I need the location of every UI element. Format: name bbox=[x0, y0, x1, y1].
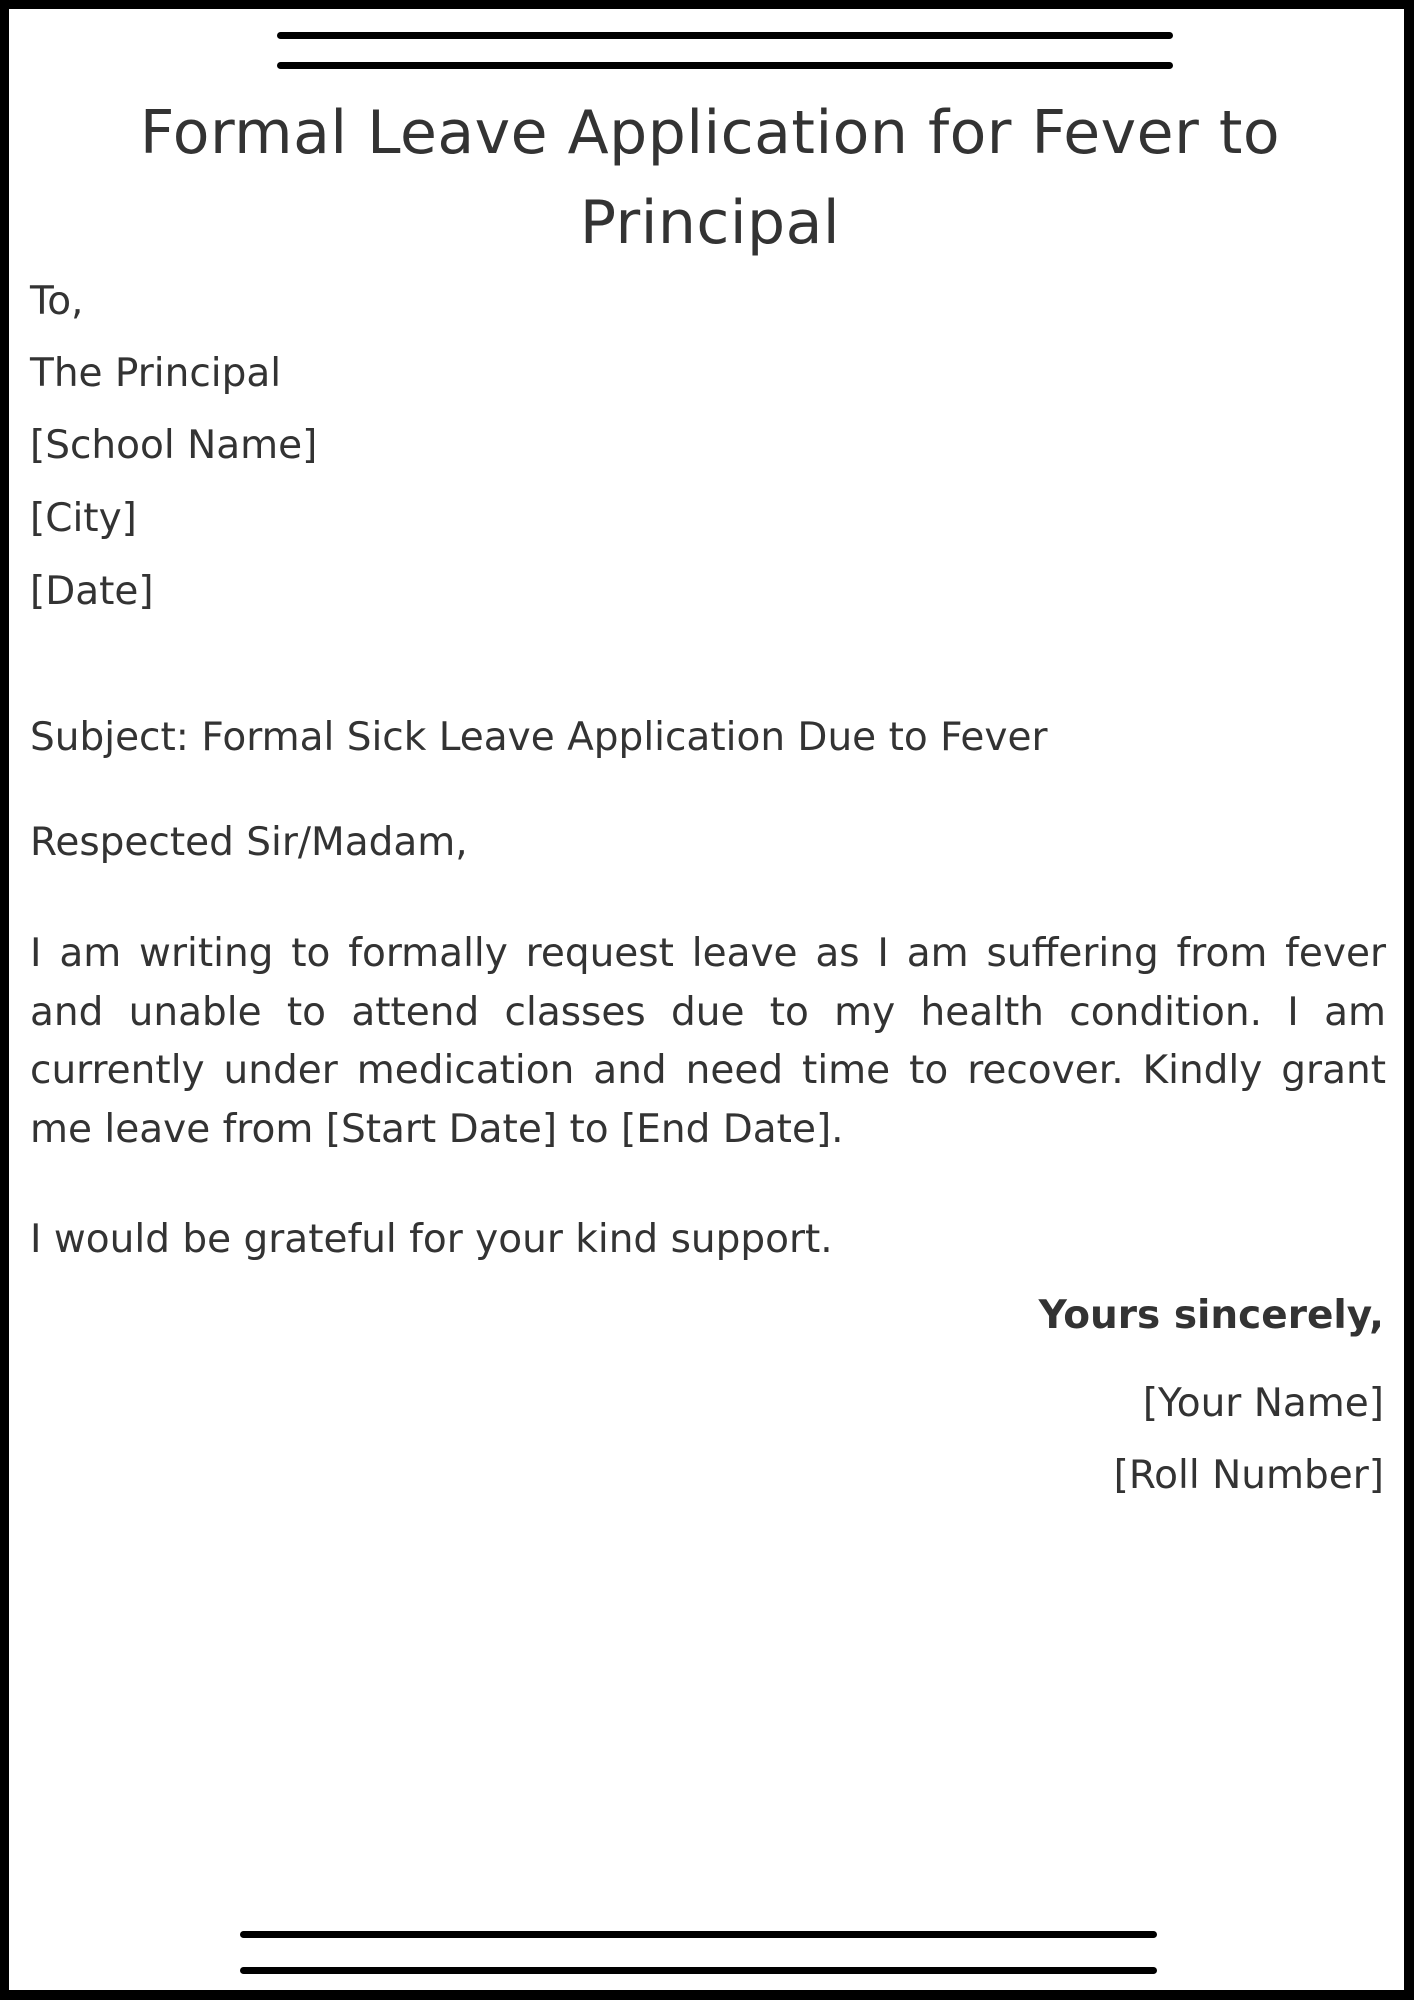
recipient-addressee: The Principal bbox=[30, 351, 282, 396]
recipient-school: [School Name] bbox=[30, 423, 318, 468]
bottom-decorative-rule-2 bbox=[240, 1967, 1157, 1974]
body-paragraph: I am writing to formally request leave as I am suffering from fever and unable to attend classes due to my health condition. I am currently under medication and need time to recover. Kindly grant me leave from [Start Date] to [End Date]. bbox=[30, 931, 1386, 1152]
top-decorative-rule-2 bbox=[277, 62, 1173, 69]
bottom-decorative-rule-1 bbox=[240, 1931, 1157, 1938]
subject-line: Subject: Formal Sick Leave Application Due to Fever bbox=[30, 715, 1048, 760]
signer-name: [Your Name] bbox=[1142, 1381, 1384, 1426]
salutation: Respected Sir/Madam, bbox=[30, 820, 468, 865]
recipient-city: [City] bbox=[30, 496, 137, 541]
valediction: Yours sincerely, bbox=[1038, 1293, 1384, 1338]
top-decorative-rule-1 bbox=[277, 32, 1173, 39]
recipient-to: To, bbox=[30, 279, 84, 324]
recipient-date: [Date] bbox=[30, 569, 154, 614]
closing-line: I would be grateful for your kind support. bbox=[30, 1217, 833, 1262]
signer-roll-number: [Roll Number] bbox=[1113, 1453, 1384, 1498]
document-title: Formal Leave Application for Fever to Principal bbox=[139, 98, 1281, 258]
